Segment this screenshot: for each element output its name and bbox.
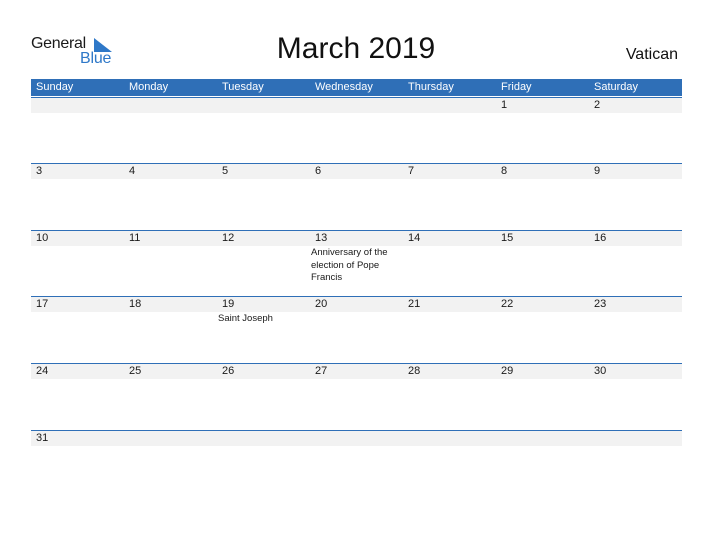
day-cell — [403, 430, 496, 496]
day-cell — [124, 430, 217, 496]
day-number: 9 — [594, 165, 601, 177]
weekday-friday: Friday — [501, 81, 532, 93]
day-number: 4 — [129, 165, 136, 177]
week-row — [31, 430, 682, 496]
day-cell — [124, 230, 217, 296]
day-number: 29 — [501, 365, 514, 377]
day-cell — [217, 430, 310, 496]
day-number: 24 — [36, 365, 49, 377]
day-cell — [217, 296, 310, 362]
day-cell — [310, 430, 403, 496]
day-cell — [124, 296, 217, 362]
day-cell — [217, 230, 310, 296]
day-number: 20 — [315, 298, 328, 310]
day-number: 18 — [129, 298, 142, 310]
day-number: 3 — [36, 165, 43, 177]
day-cell — [589, 163, 682, 229]
weekday-header — [31, 79, 682, 96]
day-number: 17 — [36, 298, 49, 310]
day-number: 8 — [501, 165, 508, 177]
day-cell — [589, 296, 682, 362]
day-cell — [217, 163, 310, 229]
day-cell — [310, 163, 403, 229]
day-cell — [496, 363, 589, 429]
day-number: 7 — [408, 165, 415, 177]
page-title: March 2019 — [276, 32, 436, 65]
day-cell — [31, 430, 124, 496]
weekday-sunday: Sunday — [36, 81, 74, 93]
day-cell — [496, 296, 589, 362]
day-cell — [589, 363, 682, 429]
day-number: 30 — [594, 365, 607, 377]
day-cell — [217, 363, 310, 429]
weekday-saturday: Saturday — [594, 81, 639, 93]
day-number: 12 — [222, 232, 235, 244]
country-label: Vatican — [625, 46, 678, 63]
day-number: 5 — [222, 165, 229, 177]
day-number: 1 — [501, 99, 508, 111]
day-cell — [31, 363, 124, 429]
day-number: 15 — [501, 232, 514, 244]
day-number: 25 — [129, 365, 142, 377]
week-row — [31, 296, 682, 362]
day-cell — [589, 230, 682, 296]
week-row — [31, 230, 682, 296]
day-number: 13 — [315, 232, 328, 244]
day-cell — [31, 296, 124, 362]
logo-text-blue: Blue — [80, 50, 112, 67]
weekday-tuesday: Tuesday — [222, 81, 264, 93]
day-number: 14 — [408, 232, 421, 244]
day-cell — [403, 363, 496, 429]
day-cell — [31, 97, 124, 163]
weekday-monday: Monday — [129, 81, 169, 93]
day-cell — [496, 230, 589, 296]
day-cell — [217, 97, 310, 163]
day-cell — [310, 363, 403, 429]
day-cell — [403, 163, 496, 229]
day-number: 23 — [594, 298, 607, 310]
day-number: 2 — [594, 99, 601, 111]
day-cell — [403, 230, 496, 296]
week-row — [31, 163, 682, 229]
day-cell — [124, 363, 217, 429]
holiday-event: Anniversary of the election of Pope Francis — [311, 247, 388, 283]
day-number: 10 — [36, 232, 49, 244]
day-cell — [310, 296, 403, 362]
day-number: 6 — [315, 165, 322, 177]
day-number: 31 — [36, 432, 49, 444]
weekday-wednesday: Wednesday — [315, 81, 373, 93]
day-cell — [124, 163, 217, 229]
day-cell — [403, 97, 496, 163]
day-number: 16 — [594, 232, 607, 244]
day-cell — [496, 163, 589, 229]
day-number: 22 — [501, 298, 514, 310]
day-cell — [31, 163, 124, 229]
day-cell — [124, 97, 217, 163]
day-cell — [310, 97, 403, 163]
day-number: 26 — [222, 365, 235, 377]
holiday-event: Saint Joseph — [218, 313, 273, 324]
day-number: 27 — [315, 365, 328, 377]
day-number: 21 — [408, 298, 421, 310]
day-number: 28 — [408, 365, 421, 377]
logo-text-general: General — [31, 35, 86, 52]
day-cell — [31, 230, 124, 296]
weekday-thursday: Thursday — [408, 81, 454, 93]
day-cell — [310, 230, 403, 296]
day-number: 19 — [222, 298, 235, 310]
day-number: 11 — [129, 232, 141, 244]
day-cell — [403, 296, 496, 362]
week-row — [31, 363, 682, 429]
day-cell — [589, 97, 682, 163]
day-cell — [496, 97, 589, 163]
week-row — [31, 97, 682, 163]
day-cell — [496, 430, 589, 496]
day-cell — [589, 430, 682, 496]
